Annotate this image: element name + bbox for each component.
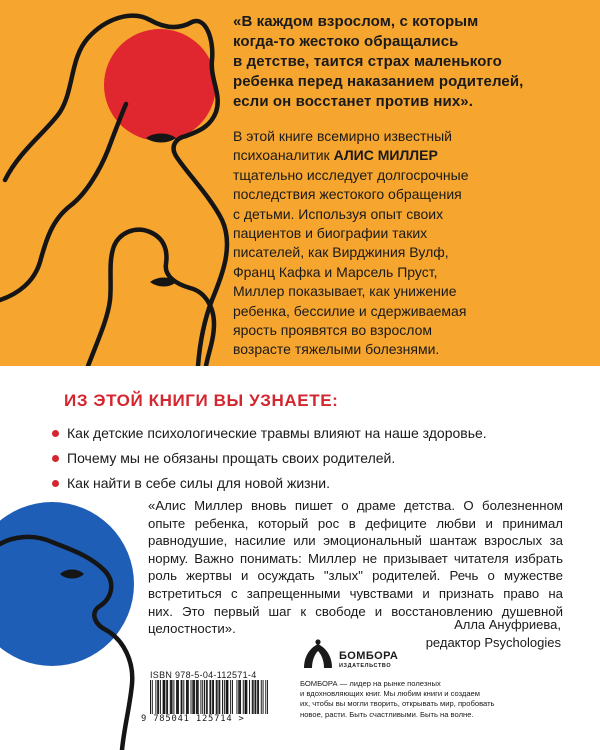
learn-item-text: Почему мы не обязаны прощать своих родителей. <box>67 450 396 466</box>
learn-heading: ИЗ ЭТОЙ КНИГИ ВЫ УЗНАЕТЕ: <box>64 391 339 410</box>
barcode-bar <box>173 680 174 714</box>
top-illustration-panel <box>0 0 600 366</box>
barcode-bar <box>246 680 247 714</box>
barcode-bar <box>204 680 205 714</box>
barcode-bar <box>171 680 172 714</box>
bombora-logo-icon <box>300 638 336 670</box>
barcode-bar <box>263 680 264 714</box>
description-line: писателей, как Вирджиния Вулф, <box>233 244 449 261</box>
quote-line: когда-то жестоко обращались <box>233 33 459 50</box>
red-circle-shape <box>104 29 216 141</box>
barcode-bar <box>209 680 210 714</box>
barcode-bar <box>200 680 201 714</box>
barcode-bar <box>245 680 246 714</box>
barcode-bar <box>176 680 177 714</box>
publisher-name: БОМБОРА <box>339 650 399 662</box>
barcode-bar <box>164 680 165 714</box>
barcode-bar <box>182 680 183 714</box>
barcode-bar <box>188 680 189 714</box>
barcode-bar <box>232 680 233 714</box>
barcode <box>150 680 268 714</box>
barcode-bar <box>163 680 164 714</box>
barcode-bar <box>224 680 225 714</box>
barcode-bar <box>254 680 255 714</box>
barcode-bar <box>226 680 227 714</box>
small-figure-outline <box>88 230 214 366</box>
barcode-bar <box>210 680 211 714</box>
description-line: возрасте тяжелыми болезнями. <box>233 341 440 358</box>
barcode-bar <box>202 680 203 714</box>
barcode-bar <box>152 680 153 714</box>
lower-figure-outline <box>0 104 126 300</box>
book-description <box>233 127 563 360</box>
barcode-bar <box>206 680 207 714</box>
barcode-bar <box>197 680 198 714</box>
barcode-bar <box>261 680 262 714</box>
description-line: ребенка, бессилие и сдерживаемая <box>233 302 467 319</box>
barcode-digits: 9 785041 125714 > <box>141 714 245 724</box>
barcode-bar <box>194 680 195 714</box>
description-line: с детьми. Используя опыт своих <box>233 205 444 222</box>
barcode-bar <box>222 680 223 714</box>
barcode-bar <box>238 680 239 714</box>
barcode-bar <box>255 680 256 714</box>
learn-item-text: Как детские психологические травмы влияют на наше здоровье. <box>67 425 487 441</box>
publisher-description <box>300 679 495 720</box>
epigraph-quote <box>233 12 563 112</box>
review-line: равнодушие, насилие или эмоциональный шантаж взрослых за <box>148 533 563 549</box>
barcode-bar <box>172 680 173 714</box>
barcode-bar <box>252 680 253 714</box>
description-line-author <box>233 146 563 165</box>
barcode-bar <box>218 680 219 714</box>
barcode-bar <box>265 680 266 714</box>
barcode-bar <box>236 680 237 714</box>
description-prefix: психоаналитик <box>233 147 334 164</box>
barcode-bar <box>207 680 208 714</box>
barcode-bar <box>177 680 178 714</box>
barcode-bar <box>243 680 244 714</box>
barcode-bar <box>170 680 171 714</box>
description-line: ярость проявятся во взрослом <box>233 322 433 339</box>
publisher-description-line: их, чтобы вы могли творить, открывать мир, пробовать <box>300 699 495 709</box>
review-author-name: Алла Ануфриева, <box>454 617 561 632</box>
quote-line: ребенка перед наказанием родителей, <box>233 73 524 90</box>
barcode-bar <box>164 680 165 714</box>
quote-line: в детстве, таится страх маленького <box>233 53 502 70</box>
author-name: АЛИС МИЛЛЕР <box>333 147 438 164</box>
barcode-bar <box>155 680 156 714</box>
publisher-description-line: новое, расти. Быть счастливыми. Быть на волне. <box>300 709 474 719</box>
barcode-bar <box>219 680 220 714</box>
barcode-bar <box>150 680 151 714</box>
description-line: пациентов и биографии таких <box>233 225 428 242</box>
barcode-bar <box>160 680 161 714</box>
barcode-bar <box>198 680 199 714</box>
barcode-bar <box>192 680 193 714</box>
barcode-bar <box>191 680 192 714</box>
barcode-bar <box>212 680 213 714</box>
barcode-bar <box>257 680 258 714</box>
barcode-bar <box>253 680 254 714</box>
barcode-bar <box>213 680 214 714</box>
review-line: них. Это первый шаг к свободе и восстановлению душевной <box>148 603 563 619</box>
barcode-bar <box>227 680 228 714</box>
review-line: встретиться с запрещенными чувствами и признать право на <box>148 585 563 601</box>
barcode-bar <box>267 680 268 714</box>
publisher-description-line: БОМБОРА — лидер на рынке полезных <box>300 679 441 688</box>
barcode-bar <box>240 680 241 714</box>
publisher-subtitle: ИЗДАТЕЛЬСТВО <box>339 663 392 669</box>
barcode-bar <box>217 680 218 714</box>
learn-item-text: Как найти в себе силы для новой жизни. <box>67 475 330 491</box>
barcode-bar <box>187 680 188 714</box>
barcode-bar <box>196 680 197 714</box>
barcode-bar <box>239 680 240 714</box>
barcode-bar <box>216 680 217 714</box>
barcode-bar <box>227 680 228 714</box>
blue-circle-shape <box>0 502 134 666</box>
quote-line: если он восстанет против них». <box>233 93 473 110</box>
publisher-description-line: и вдохновляющих книг. Мы любим книги и создаем <box>300 689 481 699</box>
barcode-bar <box>158 680 159 714</box>
isbn-label: ISBN 978-5-04-112571-4 <box>150 670 257 680</box>
description-line: последствия жестокого обращения <box>233 186 462 203</box>
barcode-bar <box>230 680 231 714</box>
barcode-bar <box>258 680 259 714</box>
review-line: опыте ребенка, который рос в дефиците любви и принимал <box>148 515 563 531</box>
review-line: норму. Важно понимать: Миллер не призывает читателя избрать <box>148 550 563 566</box>
barcode-bar <box>181 680 182 714</box>
review-author <box>426 616 561 652</box>
description-line: В этой книге всемирно известный <box>233 128 453 144</box>
barcode-bar <box>186 680 187 714</box>
barcode-bar <box>167 680 168 714</box>
barcode-bar <box>249 680 250 714</box>
barcode-bar <box>178 680 179 714</box>
barcode-bar <box>157 680 158 714</box>
review-line: целостности». <box>148 621 236 637</box>
barcode-bar <box>166 680 167 714</box>
review-line: роль жертвы и осуждать "злых" родителей. Речь о мужестве <box>148 568 563 584</box>
barcode-bar <box>183 680 184 714</box>
description-line: Франц Кафка и Марсель Пруст, <box>233 263 438 280</box>
barcode-bar <box>245 680 246 714</box>
description-line: тщательно исследует долгосрочные <box>233 166 469 183</box>
quote-line: «В каждом взрослом, с которым <box>233 13 479 30</box>
description-line: Миллер показывает, как унижение <box>233 283 457 300</box>
review-author-role: редактор Psychologies <box>425 635 561 650</box>
review-line: «Алис Миллер вновь пишет о драме детства. О болезненном <box>148 498 563 513</box>
barcode-bar <box>193 680 194 714</box>
